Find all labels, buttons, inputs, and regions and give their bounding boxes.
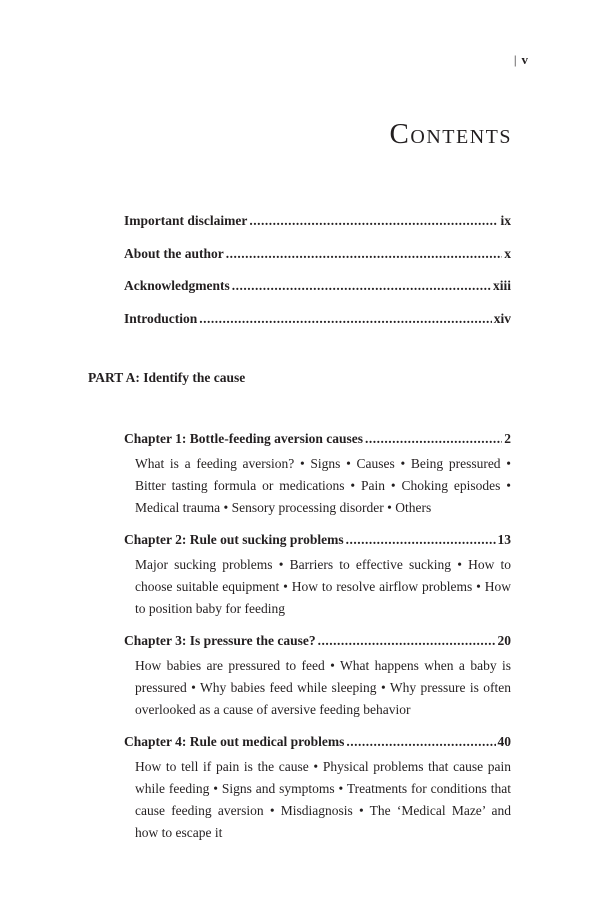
toc-entry-page: xiv [493,310,511,326]
leader-dots [318,633,496,649]
chapter-list [124,431,511,857]
chapter-entry [124,431,511,452]
leader-dots [199,311,491,327]
chapter-title: Chapter 2: Rule out sucking problems [124,532,344,547]
leader-dots [232,278,491,294]
leader-dots [346,532,496,548]
page-number-separator: | [513,52,517,67]
chapter-title: Chapter 4: Rule out medical problems [124,734,345,749]
leader-dots [226,246,502,262]
chapter-entry [124,734,511,755]
chapter-title: Chapter 1: Bottle-feeding aversion causes [124,431,363,446]
part-a-heading: PART A: Identify the cause [88,370,246,385]
toc-entry-important-disclaimer [124,213,511,246]
leader-dots [365,431,502,447]
toc-entry-introduction [124,311,511,344]
toc-entry-label: Introduction [124,310,198,326]
chapter-description: What is a feeding aversion? • Signs • Causes • Being pressured • Bitter tasting formula or medications • Pain • Choking episodes • Medical trauma • Sensory processing disorder • Others [135,456,511,515]
toc-entry-page: xiii [492,278,511,293]
toc-entry-acknowledgments [124,278,511,311]
chapter-page: 40 [497,734,511,749]
chapter-page: 2 [504,431,511,446]
front-matter-list [124,213,511,343]
page-title: Contents [389,118,512,150]
toc-entry-page: ix [500,213,511,228]
toc-entry-label: About the author [124,245,224,261]
chapter-3 [124,633,511,721]
chapter-title: Chapter 3: Is pressure the cause? [124,633,316,648]
chapter-entry [124,633,511,654]
chapter-entry [124,532,511,553]
chapter-description: How to tell if pain is the cause • Physical problems that cause pain while feeding • Signs and symptoms • Treatments for conditions that cause feeding aversion • Misdiagnosis • The ‘Medical Maze’ and how to escape it [135,759,511,840]
chapter-4 [124,734,511,844]
leader-dots [346,734,495,750]
toc-entry-label: Important disclaimer [124,213,248,228]
page-number [514,52,528,68]
chapter-2 [124,532,511,620]
page-number-value: v [521,52,528,67]
chapter-page: 13 [497,532,511,547]
toc-entry-label: Acknowledgments [124,278,230,293]
leader-dots [249,213,498,229]
toc-entry-page: x [504,245,511,261]
chapter-1 [124,431,511,519]
chapter-description: How babies are pressured to feed • What happens when a baby is pressured • Why babies feed while sleeping • Why pressure is often overlooked as a cause of aversive feeding behavior [135,658,511,717]
chapter-description: Major sucking problems • Barriers to effective sucking • How to choose suitable equipment • How to resolve airflow problems • How to position baby for feeding [135,557,511,616]
chapter-page: 20 [497,633,511,648]
toc-entry-about-the-author [124,246,511,279]
